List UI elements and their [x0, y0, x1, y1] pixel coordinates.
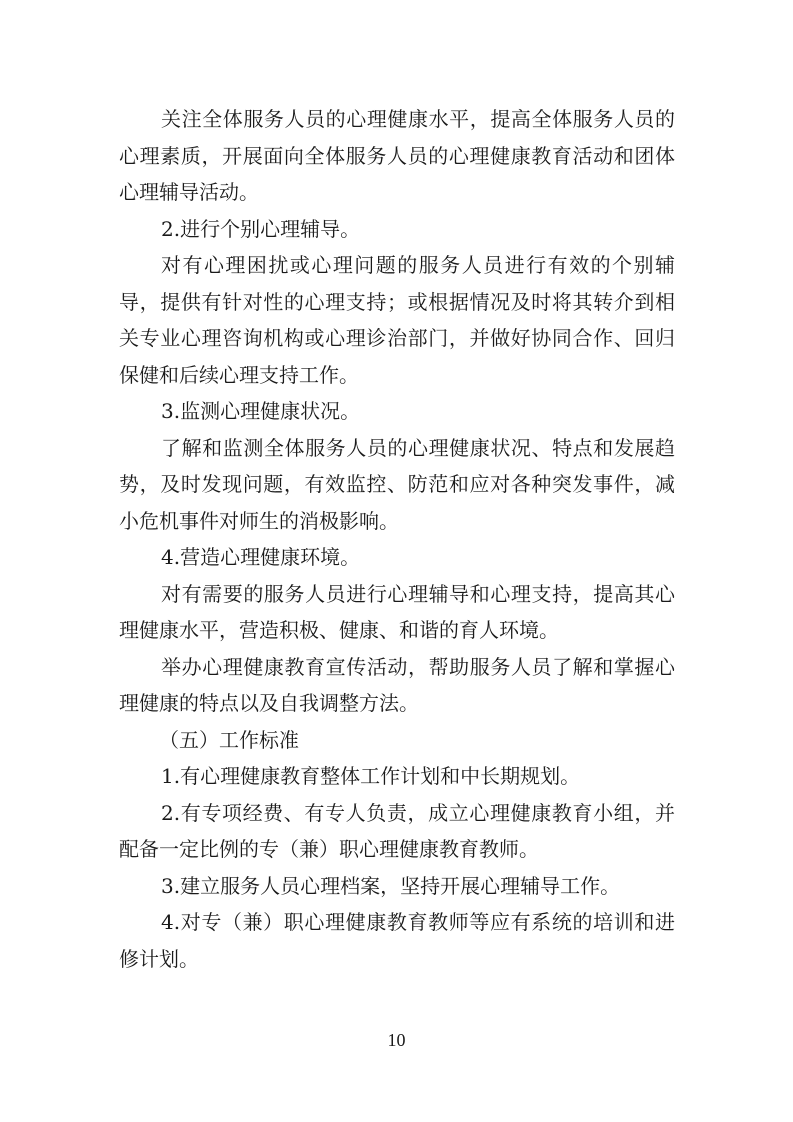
page-body: [119, 101, 675, 977]
standard-item: 3.建立服务人员心理档案，坚持开展心理辅导工作。: [161, 873, 621, 898]
standard-item: 1.有心理健康教育整体工作计划和中长期规划。: [161, 764, 581, 788]
body-paragraph: 举办心理健康教育宣传活动，帮助服务人员了解和掌握心理健康的特点以及自我调整方法。: [119, 654, 675, 715]
standard-item: 2.有专项经费、有专人负责，成立心理健康教育小组，并配备一定比例的专（兼）职心理健康教育教师。: [119, 800, 675, 861]
standard-item: 4.对专（兼）职心理健康教育教师等应有系统的培训和进修计划。: [119, 910, 675, 971]
body-paragraph: 对有心理困扰或心理问题的服务人员进行有效的个别辅导，提供有针对性的心理支持；或根据情况及时将其转介到相关专业心理咨询机构或心理诊治部门，并做好协同合作、回归保健和后续心理支持工作。: [119, 253, 675, 387]
page-number: 10: [387, 1030, 406, 1050]
section-heading: （五）工作标准: [159, 727, 299, 752]
list-heading: 3.监测心理健康状况。: [161, 399, 361, 423]
body-paragraph: 关注全体服务人员的心理健康水平，提高全体服务人员的心理素质，开展面向全体服务人员的心理健康教育活动和团体心理辅导活动。: [119, 107, 675, 204]
list-heading: 4.营造心理健康环境。: [161, 545, 361, 569]
body-paragraph: 对有需要的服务人员进行心理辅导和心理支持，提高其心理健康水平，营造积极、健康、和谐的育人环境。: [119, 581, 675, 642]
list-heading: 2.进行个别心理辅导。: [161, 216, 361, 241]
body-paragraph: 了解和监测全体服务人员的心理健康状况、特点和发展趋势，及时发现问题，有效监控、防范和应对各种突发事件，减小危机事件对师生的消极影响。: [119, 435, 675, 533]
